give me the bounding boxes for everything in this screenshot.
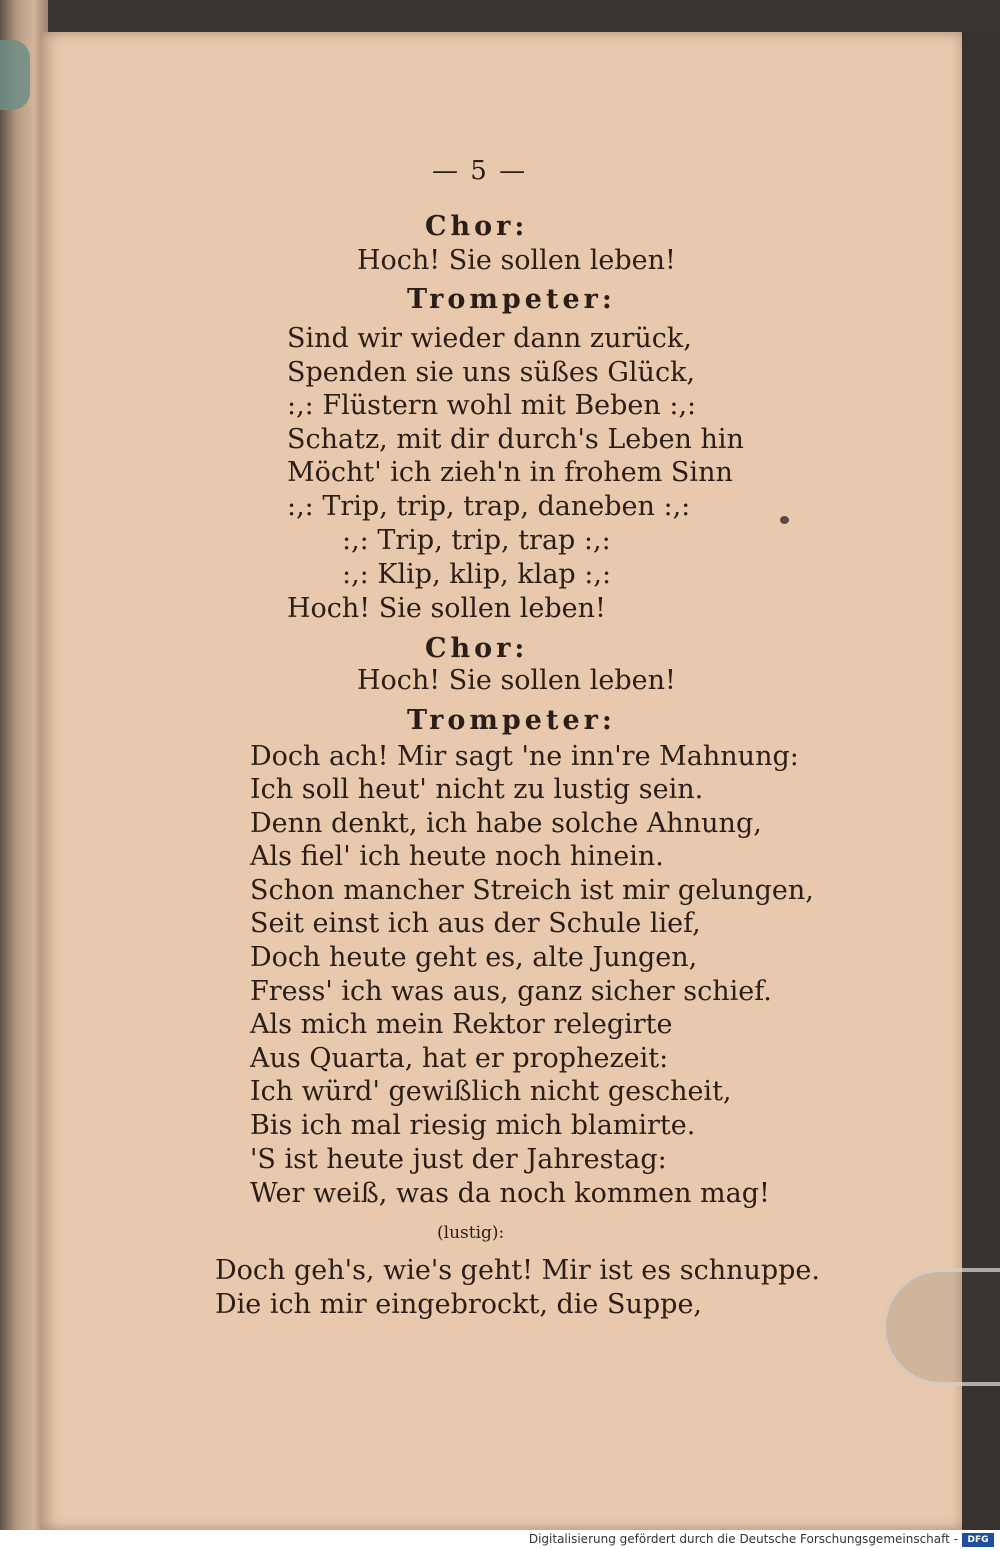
- verse-line: Als fiel' ich heute noch hinein.: [250, 841, 664, 872]
- speaker-trompeter: Trompeter:: [407, 284, 616, 315]
- verse-line: Wer weiß, was da noch kommen mag!: [250, 1178, 770, 1209]
- verse-line: :,: Trip, trip, trap :,:: [342, 525, 611, 556]
- verse-line: Doch geh's, wie's geht! Mir ist es schnuppe.: [215, 1255, 820, 1286]
- speaker-chor: Chor:: [425, 633, 529, 664]
- verse-line: :,: Klip, klip, klap :,:: [342, 559, 612, 590]
- page-number: — 5 —: [432, 156, 528, 186]
- verse-line: Hoch! Sie sollen leben!: [357, 665, 676, 696]
- footer-credit: Digitalisierung gefördert durch die Deutsche Forschungsgemeinschaft -: [528, 1532, 958, 1546]
- dfg-logo: DFG: [962, 1533, 994, 1547]
- stage-direction: (lustig):: [437, 1223, 505, 1243]
- verse-line: Möcht' ich zieh'n in frohem Sinn: [287, 457, 733, 488]
- verse-line: Fress' ich was aus, ganz sicher schief.: [250, 976, 772, 1007]
- verse-line: Seit einst ich aus der Schule lief,: [250, 908, 701, 939]
- verse-line: Denn denkt, ich habe solche Ahnung,: [250, 808, 762, 839]
- verse-line: Ich würd' gewißlich nicht gescheit,: [250, 1076, 732, 1107]
- verse-line: Hoch! Sie sollen leben!: [357, 245, 676, 276]
- speaker-trompeter: Trompeter:: [407, 705, 616, 736]
- verse-line: Doch ach! Mir sagt 'ne inn're Mahnung:: [250, 741, 799, 772]
- speaker-chor: Chor:: [425, 211, 529, 242]
- verse-line: Bis ich mal riesig mich blamirte.: [250, 1110, 696, 1141]
- verse-line: Schon mancher Streich ist mir gelungen,: [250, 875, 814, 906]
- footer-bar: [0, 1530, 1000, 1551]
- verse-line: Sind wir wieder dann zurück,: [287, 323, 692, 354]
- ink-speck: [780, 516, 789, 524]
- verse-line: Spenden sie uns süßes Glück,: [287, 357, 696, 388]
- verse-line: 'S ist heute just der Jahrestag:: [250, 1144, 667, 1175]
- verse-line: Ich soll heut' nicht zu lustig sein.: [250, 774, 704, 805]
- verse-line: Aus Quarta, hat er prophezeit:: [250, 1043, 669, 1074]
- verse-line: Schatz, mit dir durch's Leben hin: [287, 424, 744, 455]
- verse-line: Die ich mir eingebrockt, die Suppe,: [215, 1289, 703, 1320]
- verse-line: Als mich mein Rektor relegirte: [250, 1009, 673, 1040]
- verse-line: :,: Flüstern wohl mit Beben :,:: [287, 390, 697, 421]
- verse-line: Hoch! Sie sollen leben!: [287, 593, 606, 624]
- verse-line: :,: Trip, trip, trap, daneben :,:: [287, 491, 691, 522]
- verse-line: Doch heute geht es, alte Jungen,: [250, 942, 698, 973]
